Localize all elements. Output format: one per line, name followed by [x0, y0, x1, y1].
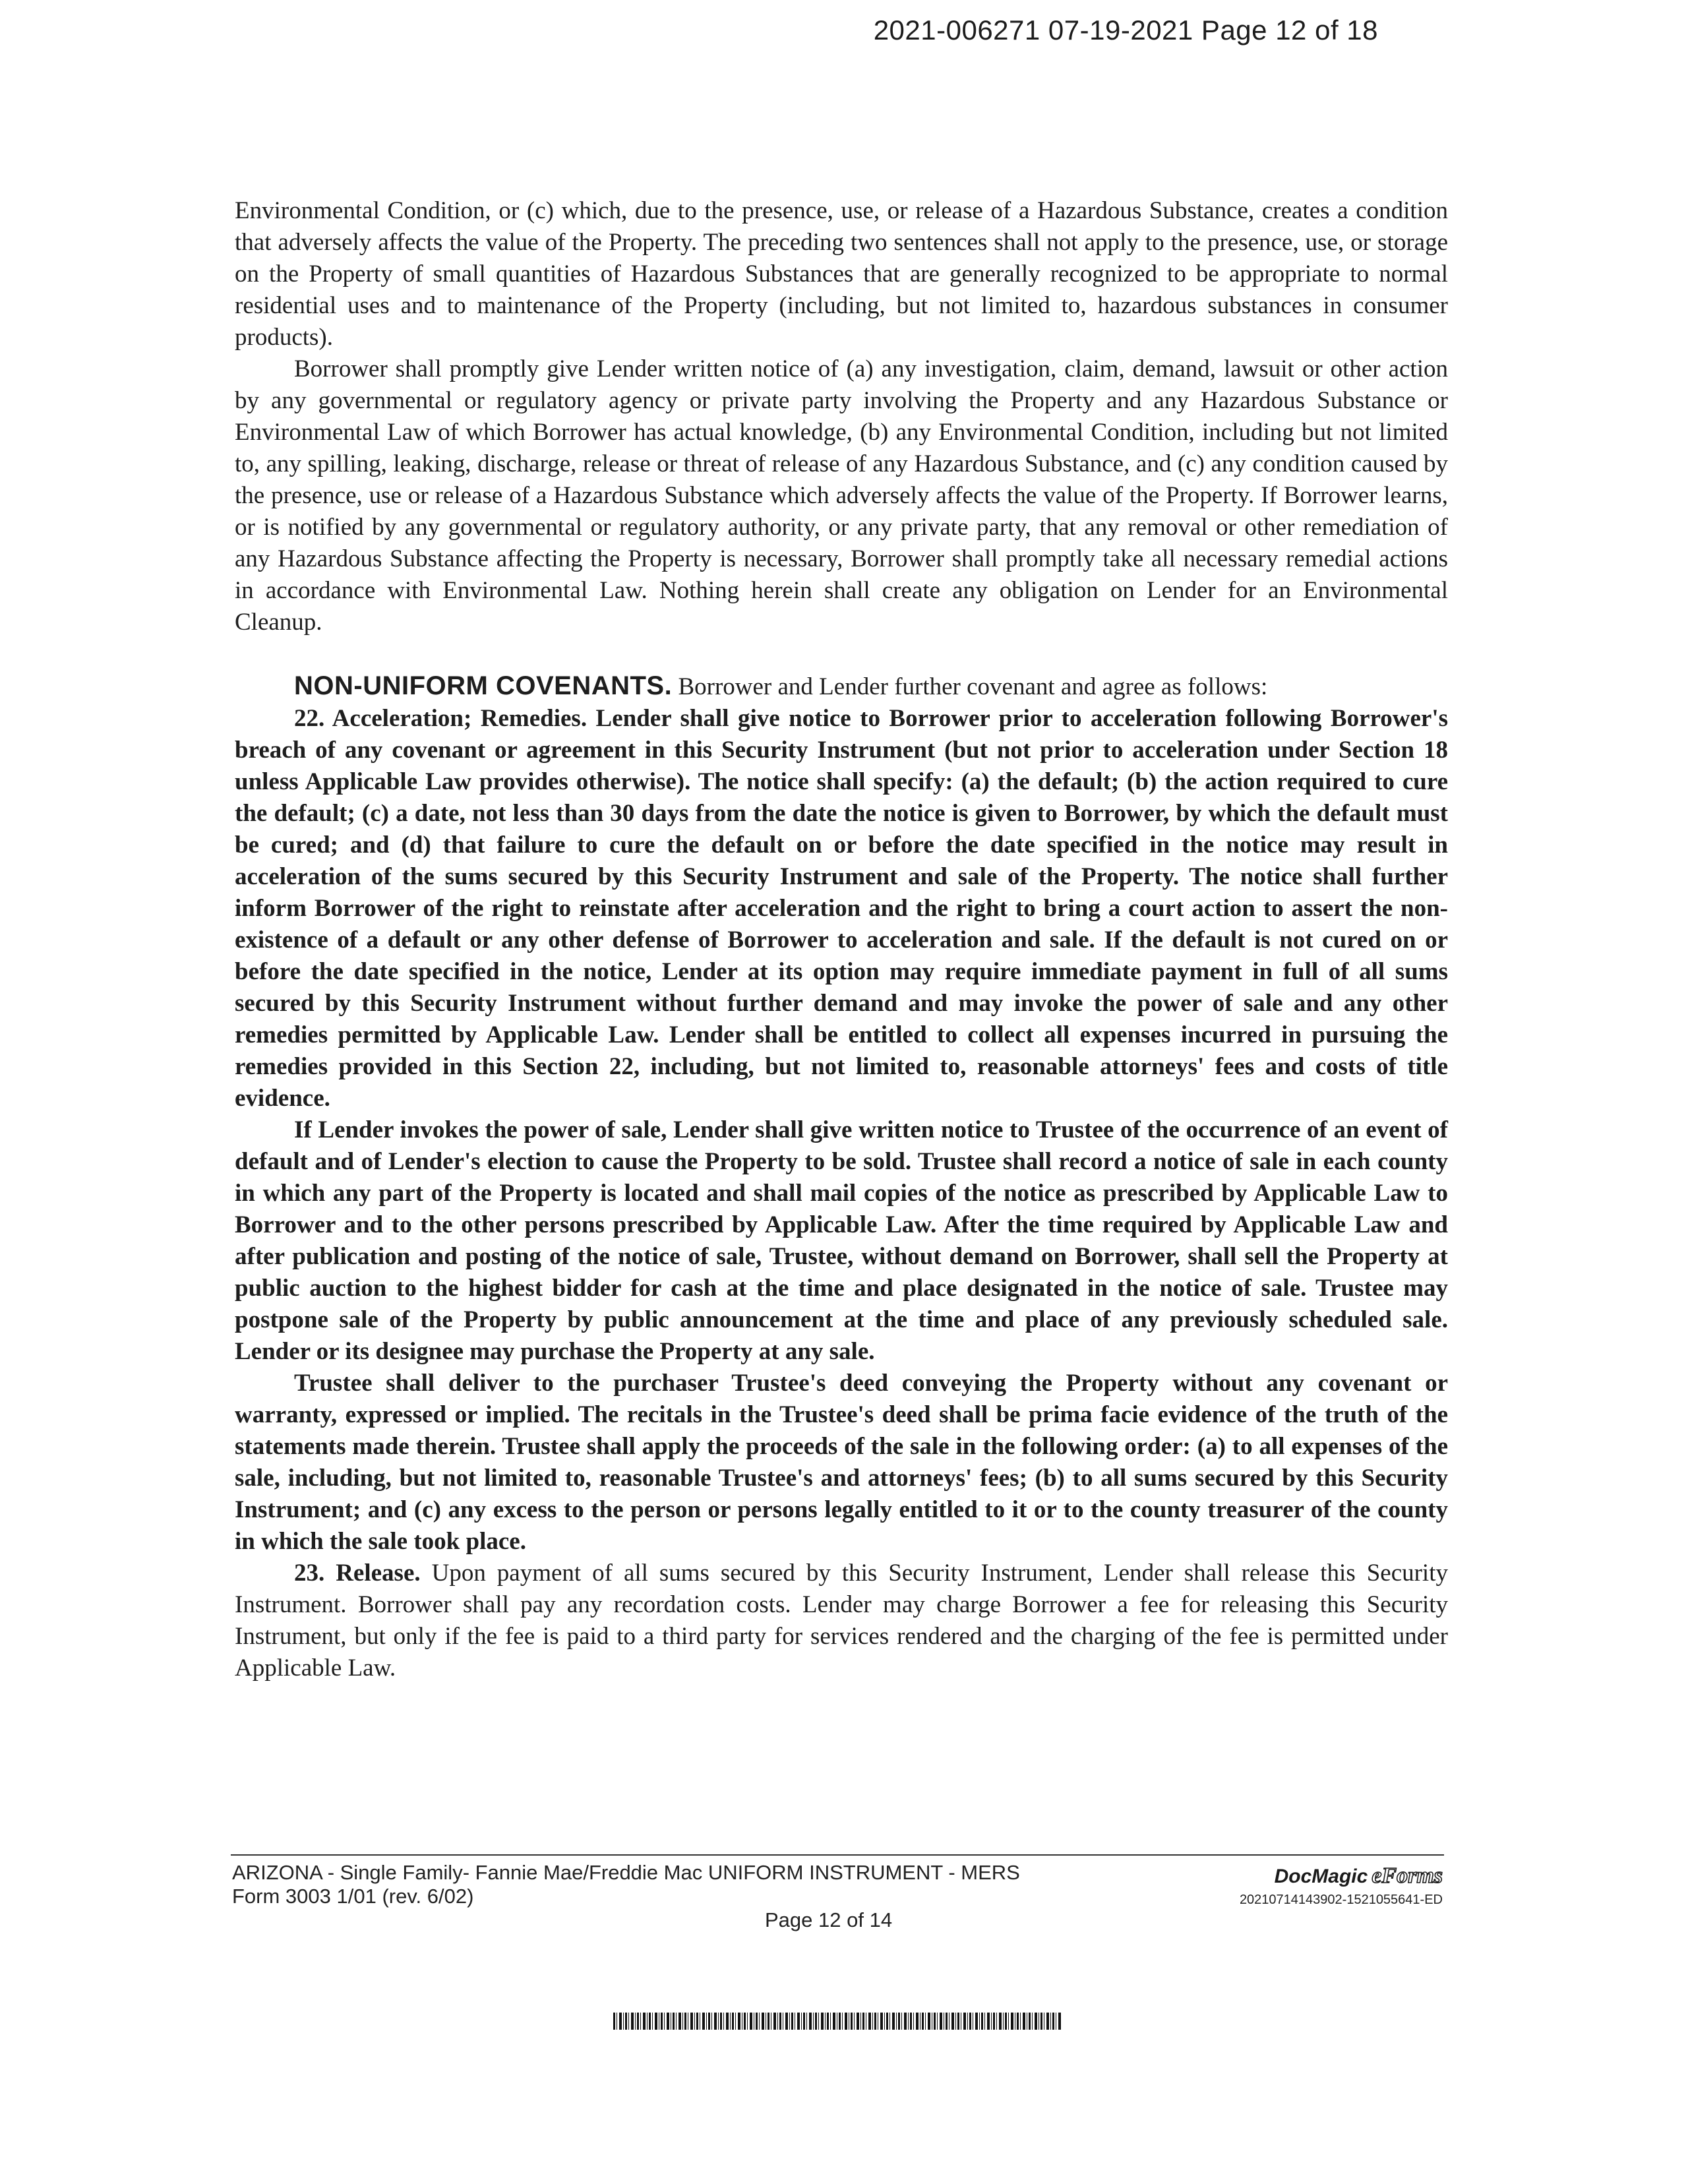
section-22-acceleration-remedies: 22. Acceleration; Remedies. Lender shall give notice to Borrower prior to acceleration following Borrower's breach of any covenant or agreement in this Security Instrument (but not prior to acceleration under Section 18 unless Applicable Law provides otherwise). The notice shall specify: (a) the default; (b) the action required to cure the default; (c) a date, not less than 30 days from the date the notice is given to Borrower, by which the default must be cured; and (d) that failure to cure the default on or before the date specified in the notice may result in acceleration of the sums secured by this Security Instrument and sale of the Property. The notice shall further inform Borrower of the right to reinstate after acceleration and the right to bring a court action to assert the non-existence of a default or any other defense of Borrower to acceleration and sale. If the default is not cured on or before the date specified in the notice, Lender at its option may require immediate payment in full of all sums secured by this Security Instrument without further demand and may invoke the power of sale and any other remedies permitted by Applicable Law. Lender shall be entitled to collect all expenses incurred in pursuing the remedies provided in this Section 22, including, but not limited to, reasonable attorneys' fees and costs of title evidence. [235, 705, 1448, 1112]
paragraph-environmental-condition: Environmental Condition, or (c) which, due to the presence, use, or release of a Hazardous Substance, creates a condition that adversely affects the value of the Property. The preceding two sentences shall not apply to the presence, use, or storage on the Property of small quantities of Hazardous Substances that are generally recognized to be appropriate to normal residential uses and to maintenance of the Property (including, but not limited to, hazardous substances in consumer products). [235, 197, 1448, 351]
section-23-label: 23. Release. [294, 1560, 421, 1587]
section-23-text: Upon payment of all sums secured by this Security Instrument, Lender shall release this Security Instrument. Borrower shall pay any recordation costs. Lender may charge Borrower a fee for releasing this Security Instrument, but only if the fee is paid to a third party for services rendered and the charging of the fee is permitted under Applicable Law. [235, 1560, 1448, 1682]
footer-form-number: Form 3003 1/01 (rev. 6/02) [232, 1885, 474, 1908]
docmagic-logo-suffix: eForms [1372, 1864, 1443, 1888]
section-23-release [235, 1558, 1448, 1684]
docmagic-logo [1240, 1864, 1443, 1889]
section-22-power-of-sale: If Lender invokes the power of sale, Lender shall give written notice to Trustee of the occurrence of an event of default and of Lender's election to cause the Property to be sold. Trustee shall record a notice of sale in each county in which any part of the Property is located and shall mail copies of the notice as prescribed by Applicable Law to Borrower and to the other persons prescribed by Applicable Law. After the time required by Applicable Law and after publication and posting of the notice of sale, Trustee, without demand on Borrower, shall sell the Property at public auction to the highest bidder for cash at the time and place designated in the notice of sale. Trustee may postpone sale of the Property by public announcement at the time and place of any previously scheduled sale. Lender or its designee may purchase the Property at any sale. [235, 1116, 1448, 1365]
section-22-trustee-deed: Trustee shall deliver to the purchaser Trustee's deed conveying the Property without any covenant or warranty, expressed or implied. The recitals in the Trustee's deed shall be prima facie evidence of the truth of the statements made therein. Trustee shall apply the proceeds of the sale in the following order: (a) to all expenses of the sale, including, but not limited to, reasonable Trustee's and attorneys' fees; (b) to all sums secured by this Security Instrument; and (c) any excess to the person or persons legally entitled to it or to the county treasurer of the county in which the sale took place. [235, 1370, 1448, 1555]
footer-page-number: Page 12 of 14 [765, 1908, 893, 1931]
document-body [235, 195, 1448, 1684]
footer-brand [1240, 1864, 1443, 1908]
footer-form-title: ARIZONA - Single Family- Fannie Mae/Freddie Mac UNIFORM INSTRUMENT - MERS [232, 1861, 1020, 1884]
paragraph-borrower-notice: Borrower shall promptly give Lender written notice of (a) any investigation, claim, demand, lawsuit or other action by any governmental or regulatory agency or private party involving the Property and any Hazardous Substance or Environmental Law of which Borrower has actual knowledge, (b) any Environmental Condition, including but not limited to, any spilling, leaking, discharge, release or threat of release of any Hazardous Substance, and (c) any condition caused by the presence, use or release of a Hazardous Substance which adversely affects the value of the Property. If Borrower learns, or is notified by any governmental or regulatory authority, or any private party, that any removal or other remediation of any Hazardous Substance affecting the Property is necessary, Borrower shall promptly take all necessary remedial actions in accordance with Environmental Law. Nothing herein shall create any obligation on Lender for an Environmental Cleanup. [235, 355, 1448, 636]
non-uniform-covenants-line [235, 670, 1448, 703]
recording-stamp: 2021-006271 07-19-2021 Page 12 of 18 [873, 15, 1378, 46]
footer-form-info [232, 1861, 1020, 1908]
footer-divider [231, 1854, 1444, 1856]
non-uniform-covenants-heading: NON-UNIFORM COVENANTS. [294, 671, 673, 700]
non-uniform-covenants-intro: Borrower and Lender further covenant and agree as follows: [672, 673, 1268, 700]
barcode-graphic [613, 2013, 1062, 2030]
docmagic-logo-name: DocMagic [1274, 1866, 1368, 1887]
footer-document-id: 20210714143902-1521055641-ED [1239, 1893, 1443, 1907]
